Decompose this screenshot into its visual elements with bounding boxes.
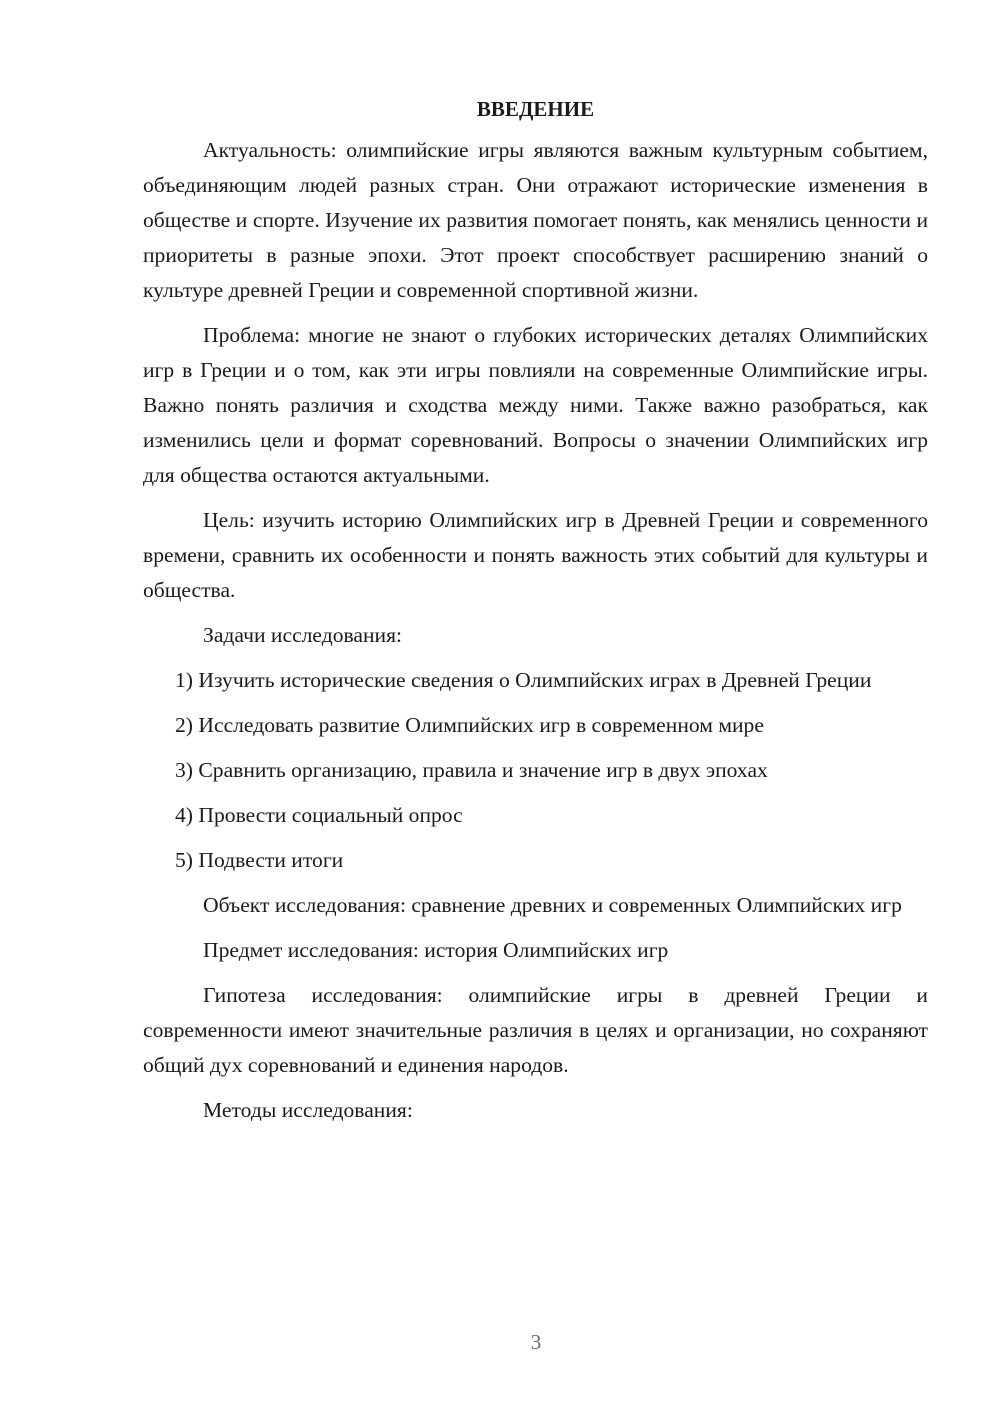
- problem-paragraph: Проблема: многие не знают о глубоких исторических деталях Олимпийских игр в Греции и о том, как эти игры повлияли на современные Олимпийские игры. Важно понять различия и сходства между ними. Также важно разобраться, как изменились цели и формат соревнований. Вопросы о значении Олимпийских игр для общества остаются актуальными.: [143, 323, 928, 487]
- relevance-paragraph: Актуальность: олимпийские игры являются важным культурным событием, объединяющим людей разных стран. Они отражают исторические изменения в обществе и спорте. Изучение их развития помогает понять, как менялись ценности и приоритеты в разные эпохи. Этот проект способствует расширению знаний о культуре древней Греции и современной спортивной жизни.: [143, 138, 928, 302]
- page-number: 3: [530, 1330, 542, 1354]
- list-item: 5) Подвести итоги: [175, 848, 344, 872]
- subject-paragraph: Предмет исследования: история Олимпийских игр: [203, 938, 669, 962]
- list-item: 4) Провести социальный опрос: [175, 803, 463, 827]
- methods-title: Методы исследования:: [203, 1098, 413, 1122]
- object-paragraph: Объект исследования: сравнение древних и современных Олимпийских игр: [203, 893, 902, 917]
- list-item: 3) Сравнить организацию, правила и значение игр в двух эпохах: [175, 758, 768, 782]
- list-item: 2) Исследовать развитие Олимпийских игр в современном мире: [175, 713, 764, 737]
- list-item: 1) Изучить исторические сведения о Олимпийских играх в Древней Греции: [175, 668, 872, 692]
- tasks-list: [143, 663, 928, 878]
- goal-paragraph: Цель: изучить историю Олимпийских игр в Древней Греции и современного времени, сравнить их особенности и понять важность этих событий для культуры и общества.: [143, 508, 928, 602]
- hypothesis-paragraph: Гипотеза исследования: олимпийские игры в древней Греции и современности имеют значительные различия в целях и организации, но сохраняют общий дух соревнований и единения народов.: [143, 983, 928, 1077]
- document-page: [143, 92, 928, 1138]
- page-title: ВВЕДЕНИЕ: [476, 97, 595, 121]
- tasks-title: Задачи исследования:: [203, 623, 403, 647]
